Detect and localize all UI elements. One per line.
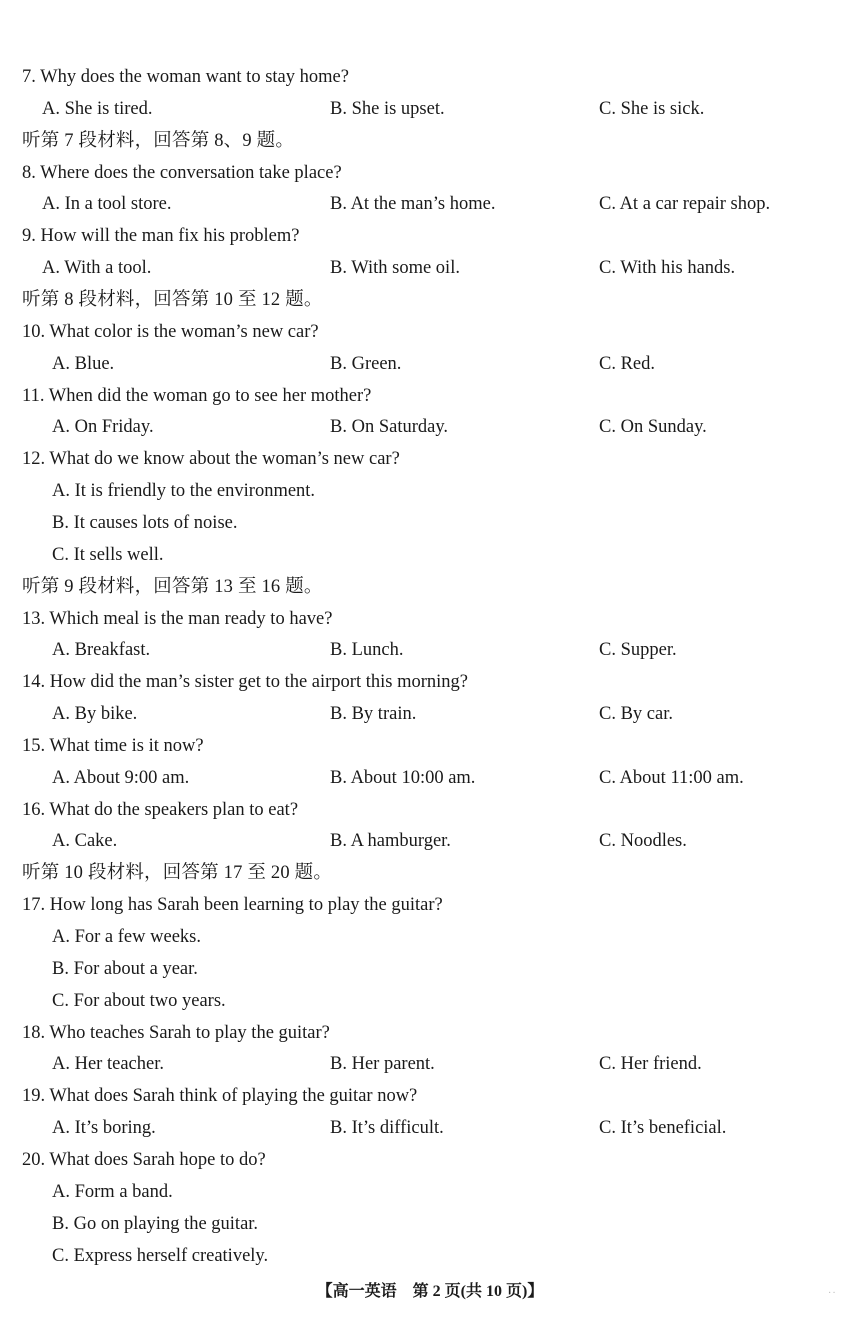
section-heading-line xyxy=(0,287,860,313)
option-b: B. By train. xyxy=(330,704,417,724)
option-a: A. In a tool store. xyxy=(42,194,172,215)
options-row xyxy=(0,255,860,281)
question-line xyxy=(0,669,860,695)
option-b: B. A hamburger. xyxy=(330,831,451,852)
question-line xyxy=(0,160,860,186)
footer-text: 【高一英语 第 2 页(共 10 页)】 xyxy=(316,1283,544,1300)
options-row xyxy=(0,1051,860,1077)
question-line xyxy=(0,606,860,632)
option-text: B. Go on playing the guitar. xyxy=(52,1213,259,1234)
option-text: C. Express herself creatively. xyxy=(52,1245,269,1266)
question-text: 20. What does Sarah hope to do? xyxy=(22,1149,266,1170)
question-line xyxy=(0,383,860,409)
option-b: B. Green. xyxy=(330,353,402,374)
option-text: A. Form a band. xyxy=(52,1181,173,1202)
option-a: A. About 9:00 am. xyxy=(52,767,190,788)
option-c: C. Her friend. xyxy=(599,1054,702,1075)
section-heading: 听第 8 段材料，回答第 10 至 12 题。 xyxy=(22,290,323,310)
options-row xyxy=(0,637,860,663)
option-a: A. On Friday. xyxy=(52,417,154,438)
question-text: 9. How will the man fix his problem? xyxy=(22,226,300,247)
question-line xyxy=(0,733,860,759)
option-b: B. It’s difficult. xyxy=(330,1118,444,1138)
option-c: C. Supper. xyxy=(599,640,677,661)
option-b: B. Lunch. xyxy=(330,640,404,661)
option-line xyxy=(0,988,860,1014)
option-a: A. It’s boring. xyxy=(52,1118,156,1138)
question-line xyxy=(0,1147,860,1173)
section-heading: 听第 9 段材料，回答第 13 至 16 题。 xyxy=(22,576,323,597)
section-heading: 听第 10 段材料，回答第 17 至 20 题。 xyxy=(22,863,333,884)
question-text: 18. Who teaches Sarah to play the guitar? xyxy=(22,1022,330,1043)
option-a: A. Blue. xyxy=(52,353,115,374)
option-a: A. By bike. xyxy=(52,704,138,724)
option-text: C. For about two years. xyxy=(52,990,226,1011)
option-c: C. She is sick. xyxy=(599,98,705,119)
option-line xyxy=(0,1211,860,1237)
option-a: A. With a tool. xyxy=(42,258,152,279)
option-c: C. It’s beneficial. xyxy=(599,1118,727,1138)
options-row xyxy=(0,828,860,854)
option-text: A. For a few weeks. xyxy=(52,927,201,947)
option-line xyxy=(0,510,860,536)
option-line xyxy=(0,924,860,950)
option-line xyxy=(0,956,860,982)
question-line xyxy=(0,319,860,345)
options-row xyxy=(0,701,860,727)
section-heading-line xyxy=(0,574,860,600)
question-text: 16. What do the speakers plan to eat? xyxy=(22,799,299,820)
option-b: B. With some oil. xyxy=(330,258,460,279)
options-row xyxy=(0,765,860,791)
question-text: 19. What does Sarah think of playing the guitar now? xyxy=(22,1086,418,1107)
option-c: C. On Sunday. xyxy=(599,417,707,438)
question-line xyxy=(0,892,860,918)
question-text: 15. What time is it now? xyxy=(22,735,204,756)
option-b: B. About 10:00 am. xyxy=(330,767,476,788)
question-text: 8. Where does the conversation take place? xyxy=(22,162,342,183)
option-line xyxy=(0,1243,860,1269)
section-heading: 听第 7 段材料，回答第 8、9 题。 xyxy=(22,130,295,151)
options-row xyxy=(0,96,860,122)
option-b: B. Her parent. xyxy=(330,1054,435,1075)
section-heading-line xyxy=(0,128,860,154)
corner-mark: ·· xyxy=(828,1288,837,1299)
option-a: A. She is tired. xyxy=(42,98,153,119)
options-row xyxy=(0,414,860,440)
option-text: B. It causes lots of noise. xyxy=(52,512,238,533)
option-text: B. For about a year. xyxy=(52,958,198,979)
question-line xyxy=(0,1020,860,1046)
option-line xyxy=(0,1179,860,1205)
question-line xyxy=(0,223,860,249)
options-row xyxy=(0,191,860,217)
option-c: C. With his hands. xyxy=(599,258,736,279)
option-a: A. Her teacher. xyxy=(52,1054,164,1075)
option-b: B. On Saturday. xyxy=(330,417,449,438)
option-line xyxy=(0,478,860,504)
options-row xyxy=(0,351,860,377)
page-footer xyxy=(0,1280,860,1304)
question-text: 7. Why does the woman want to stay home? xyxy=(22,67,349,87)
option-c: C. About 11:00 am. xyxy=(599,767,744,788)
question-text: 14. How did the man’s sister get to the airport this morning? xyxy=(22,672,468,693)
question-text: 10. What color is the woman’s new car? xyxy=(22,321,319,342)
question-line xyxy=(0,64,860,90)
question-text: 11. When did the woman go to see her mother? xyxy=(22,385,372,406)
option-c: C. At a car repair shop. xyxy=(599,194,771,215)
option-text: C. It sells well. xyxy=(52,544,164,565)
option-b: B. At the man’s home. xyxy=(330,194,496,215)
question-line xyxy=(0,1083,860,1109)
option-b: B. She is upset. xyxy=(330,98,445,119)
option-line xyxy=(0,542,860,568)
question-text: 17. How long has Sarah been learning to play the guitar? xyxy=(22,895,443,916)
question-line xyxy=(0,797,860,823)
option-c: C. Red. xyxy=(599,353,656,374)
option-a: A. Breakfast. xyxy=(52,640,151,661)
option-c: C. By car. xyxy=(599,704,673,724)
options-row xyxy=(0,1115,860,1141)
option-text: A. It is friendly to the environment. xyxy=(52,481,316,502)
question-line xyxy=(0,446,860,472)
section-heading-line xyxy=(0,860,860,886)
question-text: 13. Which meal is the man ready to have? xyxy=(22,608,333,629)
option-c: C. Noodles. xyxy=(599,831,687,852)
question-text: 12. What do we know about the woman’s new car? xyxy=(22,449,400,470)
option-a: A. Cake. xyxy=(52,831,118,852)
